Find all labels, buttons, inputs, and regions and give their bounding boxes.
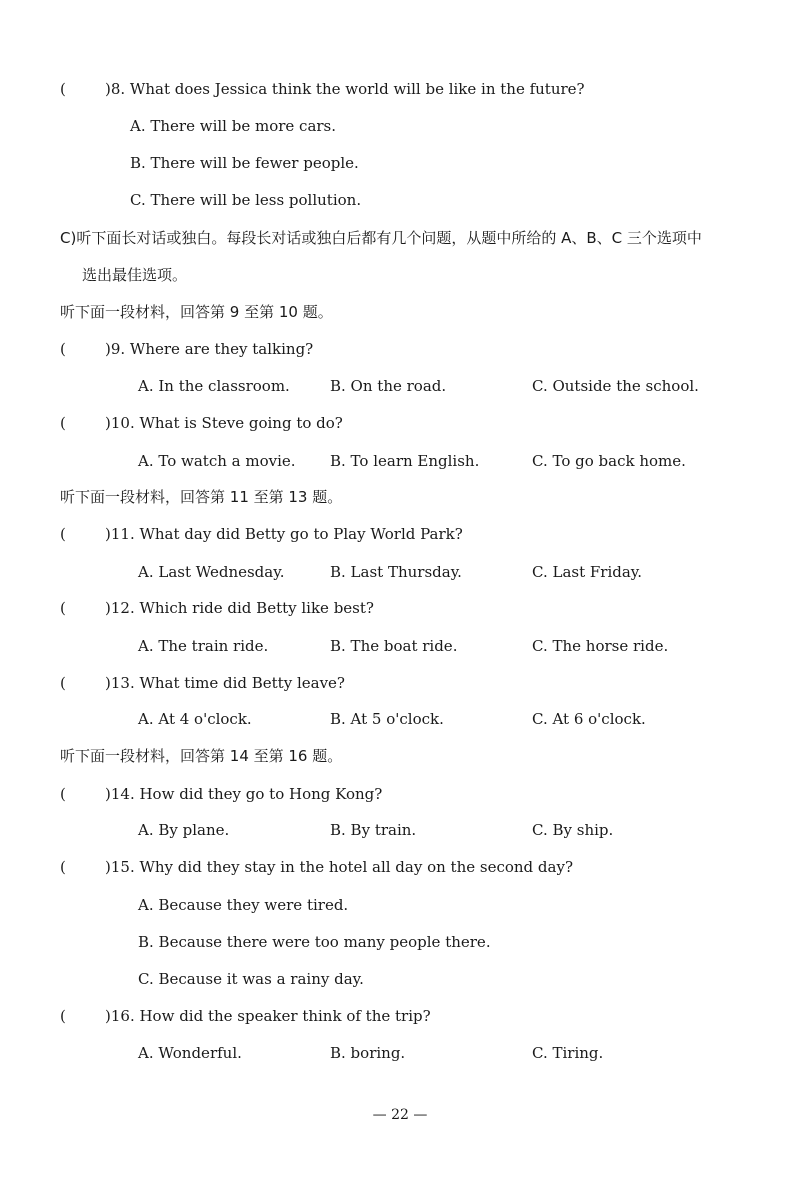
option-c: C. Because it was a rainy day. — [138, 970, 364, 988]
question-11 — [60, 524, 463, 544]
option-a: A. At 4 o'clock. — [138, 710, 252, 728]
option-b: B. Last Thursday. — [330, 563, 462, 581]
option-a: A. Wonderful. — [138, 1044, 242, 1062]
question-14 — [60, 784, 382, 804]
option-a: A. By plane. — [138, 821, 230, 839]
option-c: C. By ship. — [532, 821, 614, 839]
option-c: C. Tiring. — [532, 1044, 604, 1062]
option-a: A. In the classroom. — [138, 377, 290, 395]
question-12 — [60, 598, 374, 618]
option-a: A. The train ride. — [138, 637, 269, 655]
question-10 — [60, 413, 343, 433]
option-b: B. To learn English. — [330, 452, 480, 470]
option-a: A. Because they were tired. — [138, 896, 349, 914]
option-c: C. At 6 o'clock. — [532, 710, 646, 728]
question-text: )11. What day did Betty go to Play World Park? — [105, 525, 463, 543]
question-8 — [60, 79, 585, 99]
question-15 — [60, 857, 573, 877]
question-text: )14. How did they go to Hong Kong? — [105, 785, 383, 803]
answer-blank[interactable]: ( — [60, 858, 66, 876]
option-b: B. The boat ride. — [330, 637, 458, 655]
question-9 — [60, 339, 313, 359]
section-c-instruction: C)听下面长对话或独白。每段长对话或独白后都有几个问题，从题中所给的 A、B、C 三个选项中 — [60, 229, 702, 247]
question-text: )13. What time did Betty leave? — [105, 674, 345, 692]
answer-blank[interactable]: ( — [60, 340, 66, 358]
page-number: — 22 — — [372, 1107, 428, 1123]
group-heading: 听下面一段材料，回答第 9 至第 10 题。 — [60, 303, 333, 321]
answer-blank[interactable]: ( — [60, 80, 66, 98]
question-text: )8. What does Jessica think the world will be like in the future? — [105, 80, 585, 98]
option-c: C. The horse ride. — [532, 637, 669, 655]
section-c-instruction-cont: 选出最佳选项。 — [82, 266, 188, 284]
question-13 — [60, 673, 345, 693]
question-text: )15. Why did they stay in the hotel all day on the second day? — [105, 858, 573, 876]
answer-blank[interactable]: ( — [60, 599, 66, 617]
option-c: C. There will be less pollution. — [130, 191, 362, 209]
option-c: C. To go back home. — [532, 452, 686, 470]
option-a: A. To watch a movie. — [138, 452, 296, 470]
option-a: A. Last Wednesday. — [138, 563, 285, 581]
option-a: A. There will be more cars. — [130, 117, 337, 135]
answer-blank[interactable]: ( — [60, 1007, 66, 1025]
question-text: )9. Where are they talking? — [105, 340, 314, 358]
group-heading: 听下面一段材料，回答第 14 至第 16 题。 — [60, 747, 343, 765]
question-text: )12. Which ride did Betty like best? — [105, 599, 374, 617]
question-16 — [60, 1006, 431, 1026]
option-c: C. Last Friday. — [532, 563, 643, 581]
option-b: B. On the road. — [330, 377, 447, 395]
option-b: B. By train. — [330, 821, 417, 839]
answer-blank[interactable]: ( — [60, 414, 66, 432]
question-text: )16. How did the speaker think of the trip? — [105, 1007, 431, 1025]
option-c: C. Outside the school. — [532, 377, 699, 395]
option-b: B. boring. — [330, 1044, 406, 1062]
answer-blank[interactable]: ( — [60, 674, 66, 692]
option-b: B. At 5 o'clock. — [330, 710, 444, 728]
group-heading: 听下面一段材料，回答第 11 至第 13 题。 — [60, 488, 343, 506]
answer-blank[interactable]: ( — [60, 525, 66, 543]
option-b: B. Because there were too many people there. — [138, 933, 491, 951]
question-text: )10. What is Steve going to do? — [105, 414, 343, 432]
option-b: B. There will be fewer people. — [130, 154, 359, 172]
answer-blank[interactable]: ( — [60, 785, 66, 803]
